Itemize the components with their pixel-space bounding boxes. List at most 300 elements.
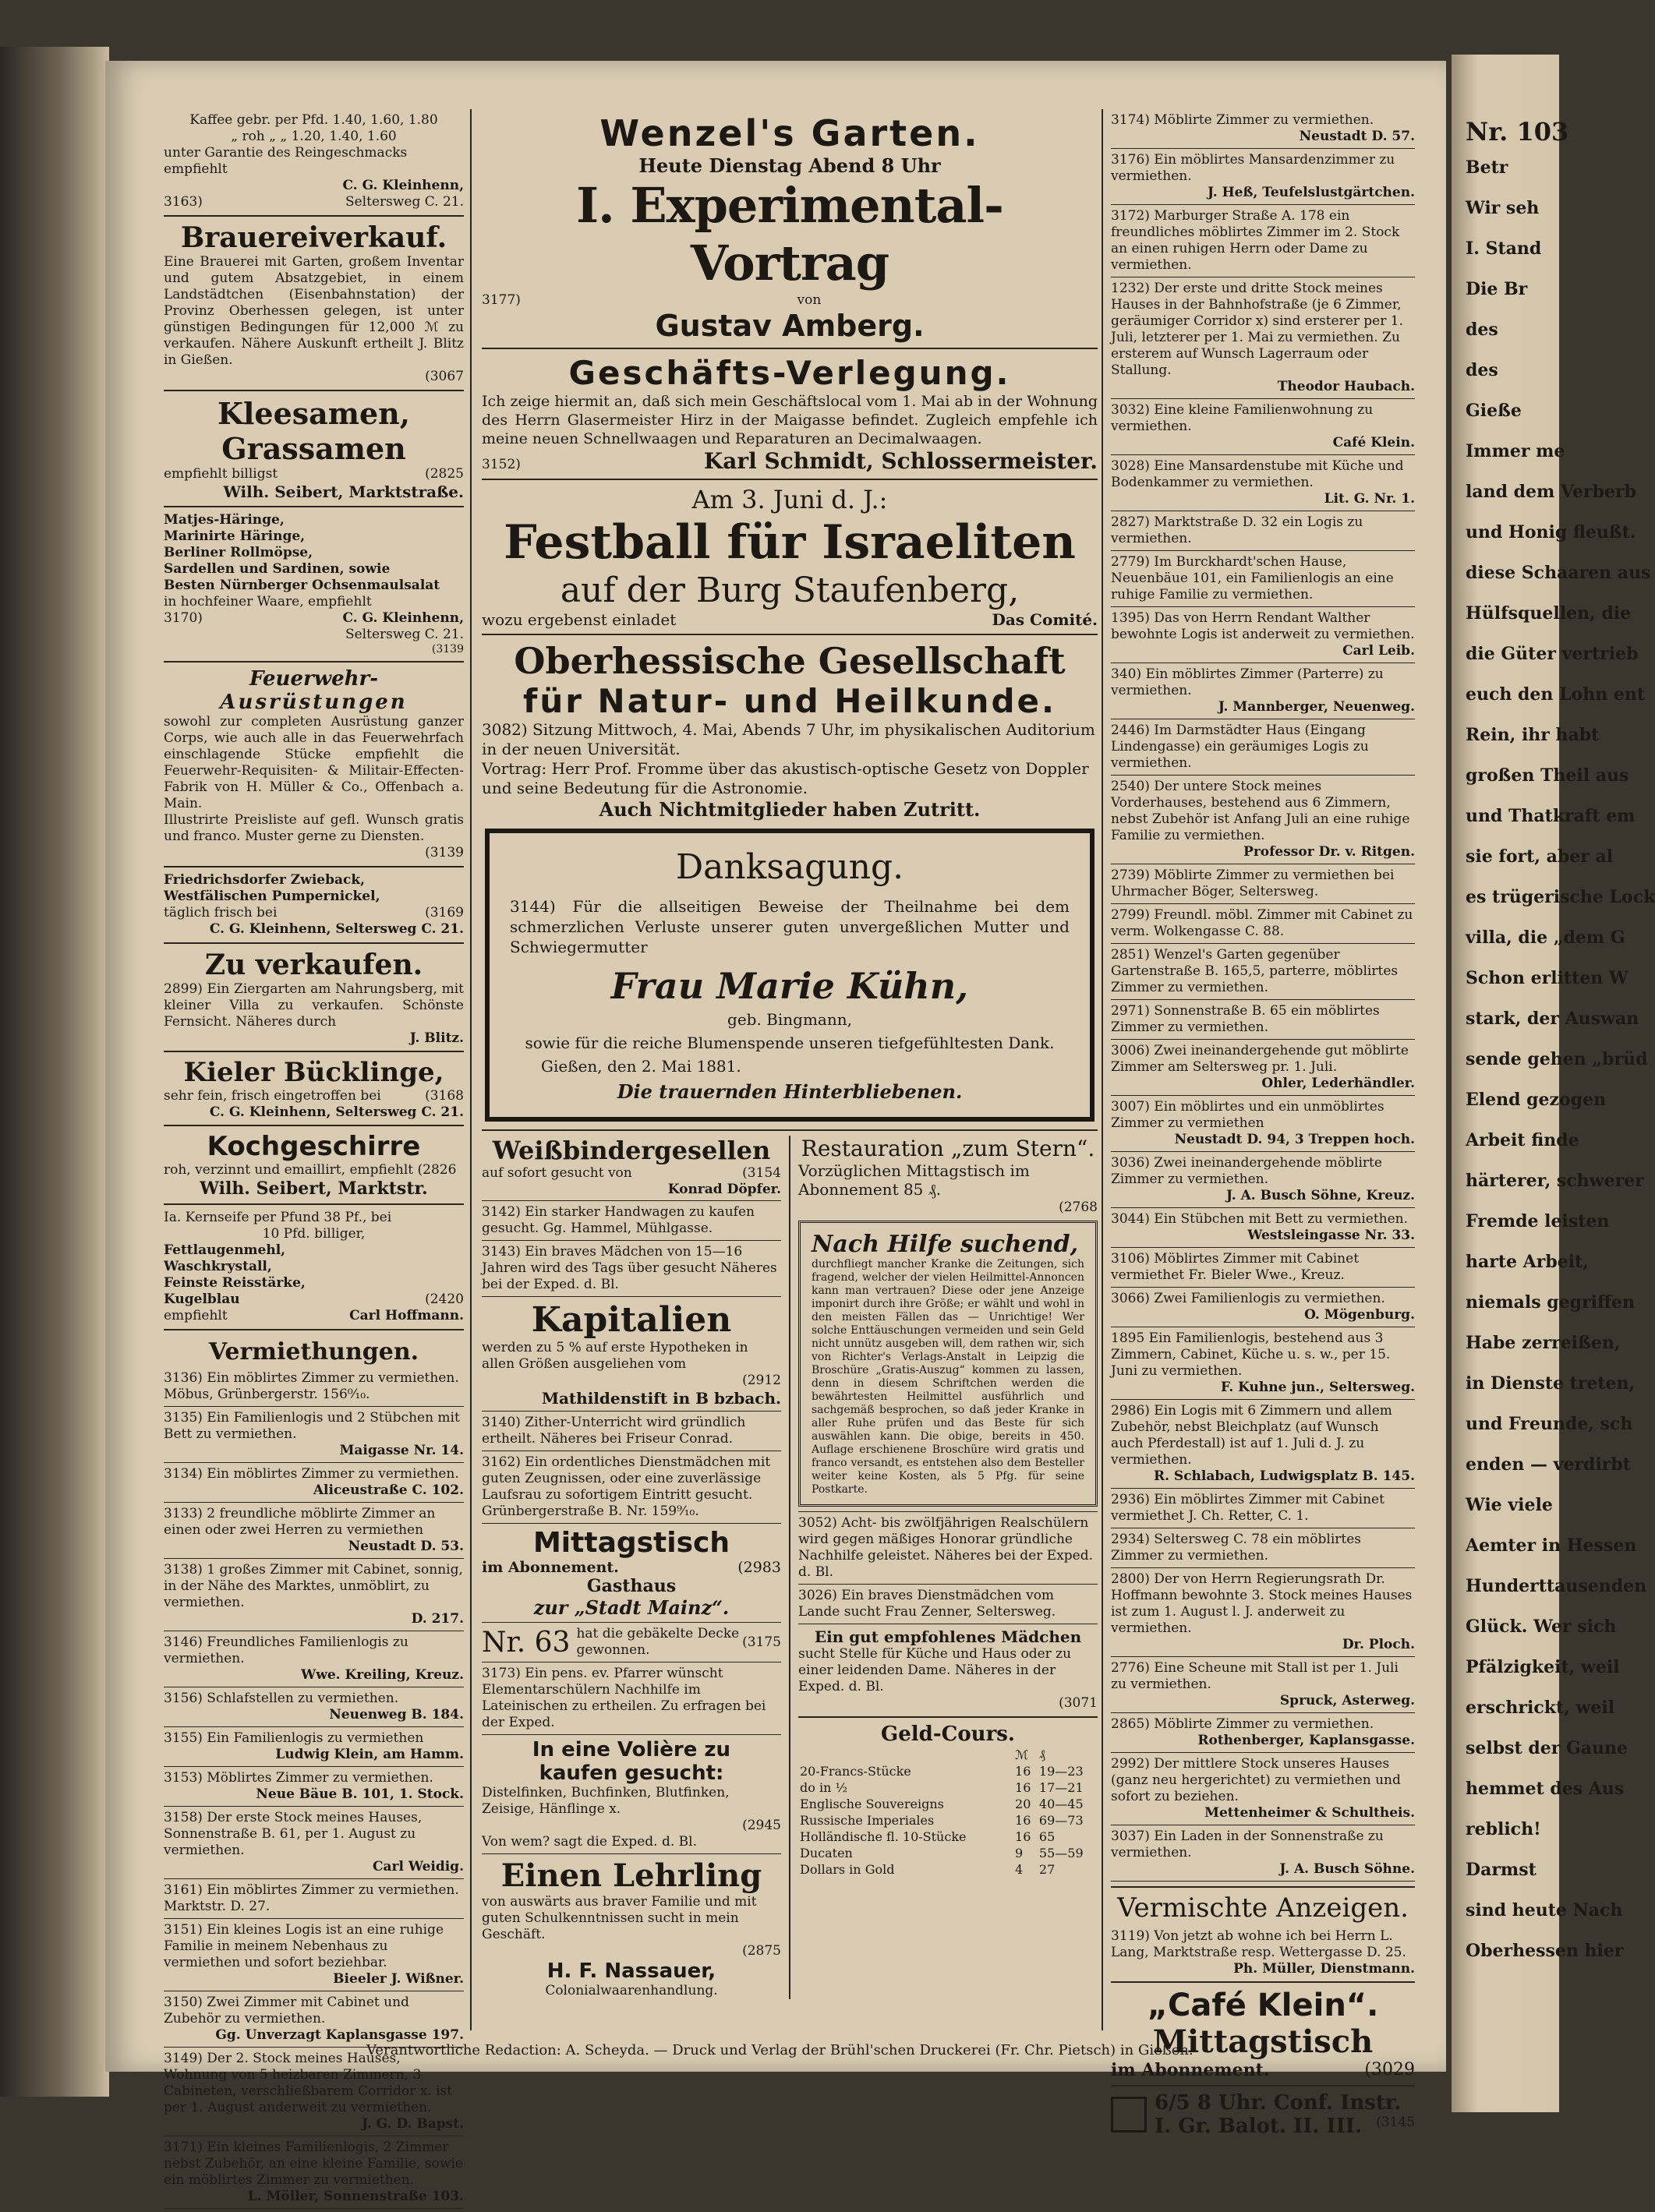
table-cell: 16: [1015, 1780, 1031, 1795]
list-item: [1111, 554, 1415, 603]
text: 2776) Eine Scheune mit Stall ist per 1. Juli zu vermiethen.: [1111, 1660, 1399, 1692]
text: Friedrichsdorfer Zwieback,: [164, 872, 366, 888]
text-fragment: Hülfsquellen, die: [1466, 603, 1632, 624]
signature: Neuenweg B. 184.: [329, 1707, 464, 1723]
headline: für Natur- und Heilkunde.: [523, 682, 1056, 720]
ad-feuerwehr: [164, 667, 464, 861]
text: 3158) Der erste Stock meines Hauses, Sonnenstraße B. 61, per 1. August zu vermiethen.: [164, 1810, 423, 1858]
headline: Mittagstisch: [1152, 2023, 1374, 2060]
text-fragment: Pfälzigkeit, weil: [1466, 1657, 1620, 1677]
text: geb. Bingmann,: [727, 1010, 852, 1029]
text: von auswärts aus braver Familie und mit guten Schulkenntnissen sucht in mein Geschäft.: [482, 1894, 757, 1942]
list-item: [1111, 1571, 1415, 1653]
headline: Kochgeschirre: [207, 1131, 421, 1162]
text: 3140) Zither-Unterricht wird gründlich ertheilt. Näheres bei Friseur Conrad.: [482, 1415, 746, 1447]
text: Gasthaus: [586, 1576, 677, 1596]
speaker-name: Gustav Amberg.: [655, 309, 925, 343]
signature: C. G. Kleinhenn,: [342, 178, 464, 193]
text: 2986) Ein Logis mit 6 Zimmern und allem Zubehör, nebst Bleichplatz (auf Wunsch auch Pferdestall) ist auf 1. Juli d. J. zu vermiethen.: [1111, 1403, 1392, 1468]
headline: Kleesamen,: [217, 396, 411, 431]
column-rule-2: [1102, 109, 1103, 2030]
headline: Festball für Israeliten: [504, 515, 1076, 570]
headline: Kapitalien: [531, 1300, 732, 1340]
text-fragment: Aemter in Hessen: [1466, 1535, 1637, 1556]
next-page-sliver: [1452, 55, 1655, 2112]
list-item: [164, 2051, 464, 2132]
book-binding: [0, 47, 109, 2097]
text: 3052) Acht- bis zwölfjährigen Realschülern wird gegen mäßiges Honorar gründliche Nachhilfe geleistet. Näheres bei der Exped. d. Bl.: [798, 1515, 1094, 1580]
signature: Mathildenstift in B bzbach.: [541, 1389, 781, 1408]
table-cell: do in ½: [800, 1780, 847, 1795]
text: 3138) 1 großes Zimmer mit Cabinet, sonnig, in der Nähe des Marktes, unmöblirt, zu vermiethen.: [164, 1562, 463, 1610]
text: 3172) Marburger Straße A. 178 ein freundliches möblirtes Zimmer im 2. Stock an einen ruhigen Herrn oder Dame zu vermiethen.: [1111, 208, 1400, 273]
signature: Ph. Müller, Dienstmann.: [1233, 1961, 1415, 1977]
text-fragment: großen Theil aus: [1466, 765, 1629, 786]
text: Vorzüglichen Mittagstisch im Abonnement 85 ₰.: [798, 1161, 1030, 1199]
table-row: [798, 1763, 1098, 1779]
text: roh, verzinnt und emaillirt, empfiehlt (2826: [164, 1162, 457, 1178]
text: zur „Stadt Mainz“.: [533, 1596, 730, 1619]
text-fragment: Glück. Wer sich: [1466, 1617, 1617, 1637]
list-item: [1111, 779, 1415, 860]
list-item: [1111, 1756, 1415, 1822]
ad-gesellschaft: [482, 640, 1098, 821]
text: im Abonnement.: [482, 1559, 619, 1576]
text: Colonialwaarenhandlung.: [545, 1983, 718, 1998]
text: täglich frisch bei: [164, 905, 278, 920]
text: Fettlaugenmehl,: [164, 1242, 286, 1258]
text: 3026) Ein braves Dienstmädchen vom Lande sucht Frau Zenner, Seltersweg.: [798, 1588, 1056, 1620]
text: Heute Dienstag Abend 8 Uhr: [638, 154, 941, 177]
list-item: [164, 1730, 464, 1763]
list-item: [1111, 1492, 1415, 1525]
list-item: [1111, 281, 1415, 395]
list-item: [1111, 1291, 1415, 1323]
text: sucht Stelle für Küche und Haus oder zu einer leidenden Dame. Näheres in der Exped. d. Bl.: [798, 1646, 1072, 1694]
text-fragment: niemals gegriffen: [1466, 1292, 1636, 1313]
text-fragment: sie fort, aber al: [1466, 846, 1614, 867]
text: 3173) Ein pens. ev. Pfarrer wünscht Elementarschülern Nachhilfe im Lateinischen zu ertheilen. Zu erfragen bei der Exped.: [482, 1666, 766, 1730]
text-fragment: härterer, schwerer: [1466, 1171, 1644, 1191]
list-item: [1111, 1829, 1415, 1878]
ad-number: 3177): [482, 292, 521, 308]
text: Westfälischen Pumpernickel,: [164, 889, 380, 904]
section-title: Vermiethungen.: [208, 1338, 419, 1366]
headline: Geschäfts-Verlegung.: [568, 354, 1011, 392]
list-item: [164, 1810, 464, 1875]
text-fragment: in Dienste treten,: [1466, 1373, 1636, 1394]
table-row: [798, 1861, 1098, 1878]
text-fragment: Darmst: [1466, 1860, 1537, 1880]
column-left: [164, 109, 464, 2212]
signature: Café Klein.: [1332, 435, 1415, 451]
table-cell: Dollars in Gold: [800, 1862, 895, 1877]
headline: Kieler Bücklinge,: [183, 1057, 444, 1088]
list-item: [164, 1634, 464, 1684]
text: 2827) Marktstraße D. 32 ein Logis zu vermiethen.: [1111, 514, 1363, 546]
table-cell: 20-Francs-Stücke: [800, 1764, 911, 1779]
ad-number: (3175: [742, 1634, 781, 1650]
text-fragment: villa, die „dem G: [1466, 928, 1625, 948]
text: 3037) Ein Laden in der Sonnenstraße zu vermiethen.: [1111, 1829, 1384, 1860]
text: Besten Nürnberger Ochsenmaulsalat: [164, 578, 440, 593]
text: Eine Brauerei mit Garten, großem Inventar und gutem Absatzgebiet, in einem Landstädtchen (Eisenbahnstation) der Provinz Oberhessen gelegen, ist unter günstigen Bedingungen für 12,000 ℳ zu verkaufen. Nähere Auskunft ertheilt J. Blitz in Gießen.: [164, 254, 464, 368]
money-table: [798, 1746, 1098, 1878]
text: 2971) Sonnenstraße B. 65 ein möblirtes Zimmer zu vermiethen.: [1111, 1003, 1380, 1035]
text: Berliner Rollmöpse,: [164, 545, 313, 560]
text: 2936) Ein möblirtes Zimmer mit Cabinet vermiethet J. Ch. Retter, C. 1.: [1111, 1492, 1384, 1524]
list-item: [1111, 723, 1415, 772]
list-item: [1111, 1003, 1415, 1036]
text: 2865) Möblirte Zimmer zu vermiethen.: [1111, 1716, 1374, 1732]
text: 3144) Für die allseitigen Beweise der Theilnahme bei dem schmerzlichen Verluste unserer guten unvergeßlichen Mutter und Schwiegermutter: [510, 897, 1070, 956]
text: werden zu 5 % auf erste Hypotheken in allen Größen ausgeliehen vom: [482, 1340, 748, 1372]
text: sehr fein, frisch eingetroffen bei: [164, 1088, 381, 1104]
table-cell: Holländische fl. 10-Stücke: [800, 1829, 967, 1844]
text: 3176) Ein möblirtes Mansardenzimmer zu vermiethen.: [1111, 152, 1395, 184]
text-fragment: Immer me: [1466, 441, 1565, 461]
text-fragment: Fremde leisten: [1466, 1211, 1610, 1231]
text-fragment: sind heute Nach: [1466, 1900, 1623, 1920]
text: 3134) Ein möblirtes Zimmer zu vermiethen.: [164, 1466, 459, 1482]
table-cell: Englische Souvereigns: [800, 1797, 944, 1811]
text: 3028) Eine Mansardenstube mit Küche und Bodenkammer zu vermiethen.: [1111, 458, 1404, 490]
text: 3136) Ein möblirtes Zimmer zu vermiethen. Möbus, Grünbergerstr. 156⁰⁄₁₀.: [164, 1370, 459, 1402]
text: 2739) Möblirte Zimmer zu vermiethen bei Uhrmacher Böger, Seltersweg.: [1111, 867, 1395, 899]
ad-verlegung: [482, 354, 1098, 474]
text-fragment: Gieße: [1466, 401, 1522, 421]
list-item: [164, 1506, 464, 1555]
text: 3171) Ein kleines Familienlogis, 2 Zimmer nebst Zubehör, an eine kleine Familie, sowie ein möblirtes Zimmer zu vermiethen.: [164, 2140, 463, 2188]
signature: O. Mögenburg.: [1304, 1307, 1415, 1323]
column-right: [1111, 109, 1415, 2138]
ad-number: (2983: [737, 1559, 781, 1576]
ad-number: (3067: [425, 369, 464, 384]
text: wozu ergebenst einladet: [482, 610, 677, 629]
list-item: [164, 1882, 464, 1915]
list-item: [164, 1770, 464, 1803]
ad-number: (2912: [742, 1373, 781, 1388]
text-fragment: und Honig fleußt.: [1466, 522, 1636, 542]
text: 3156) Schlafstellen zu vermiethen.: [164, 1691, 399, 1706]
text: 3032) Eine kleine Familienwohnung zu vermiethen.: [1111, 402, 1374, 434]
text: 6/5 8 Uhr. Conf. Instr.: [1155, 2091, 1402, 2115]
text-fragment: Wie viele: [1466, 1495, 1553, 1515]
column-header: ₰: [1038, 1747, 1045, 1761]
table-cell: 16: [1015, 1829, 1031, 1844]
headline: Wenzel's Garten.: [599, 112, 980, 154]
text: 3149) Der 2. Stock meines Hauses, Wohnung von 5 heizbaren Zimmern, 3 Cabineten, verschließbarem Corridor x. ist per 1. August anderweit zu vermiethen.: [164, 2051, 453, 2115]
text: Marinirte Häringe,: [164, 528, 306, 544]
text-fragment: sende gehen „brüd: [1466, 1049, 1648, 1069]
text: Gießen, den 2. Mai 1881.: [541, 1057, 741, 1076]
text: 1895 Ein Familienlogis, bestehend aus 3 Zimmern, Cabinet, Küche u. s. w., per 15. Juni zu vermiethen.: [1111, 1330, 1391, 1379]
signature: Theodor Haubach.: [1277, 379, 1415, 394]
text: Auch Nichtmitglieder haben Zutritt.: [599, 798, 981, 821]
signature: Neustadt D. 57.: [1299, 129, 1415, 144]
ad-number: (2875: [742, 1943, 781, 1959]
text-fragment: Oberhessen hier: [1466, 1941, 1624, 1961]
list-item: [1111, 458, 1415, 507]
text-fragment: reblich!: [1466, 1819, 1541, 1839]
signature: Neustadt D. 53.: [348, 1539, 464, 1554]
table-cell: 16: [1015, 1813, 1031, 1828]
text: 2540) Der untere Stock meines Vorderhauses, bestehend aus 6 Zimmern, nebst Zubehör ist Anfang Juli an eine ruhige Familie zu vermiethen.: [1111, 779, 1410, 843]
text: 3161) Ein möblirtes Zimmer zu vermiethen. Marktstr. D. 27.: [164, 1882, 459, 1914]
text-fragment: enden — verdirbt: [1466, 1454, 1631, 1475]
text-fragment: des: [1466, 360, 1498, 380]
text: 2992) Der mittlere Stock unseres Hauses (ganz neu hergerichtet) zu vermiethen und sofort zu beziehen.: [1111, 1756, 1401, 1804]
table-cell: 55—59: [1038, 1846, 1084, 1860]
table-row: [798, 1812, 1098, 1829]
signature: J. A. Busch Söhne.: [1279, 1861, 1415, 1877]
list-item: [1111, 1330, 1415, 1396]
table-row: [798, 1845, 1098, 1861]
list-item: [1111, 1099, 1415, 1148]
text-fragment: Hunderttausenden: [1466, 1576, 1647, 1596]
text: 3153) Möblirtes Zimmer zu vermiethen.: [164, 1770, 433, 1786]
text: Am 3. Juni d. J.:: [691, 485, 888, 514]
signature: Rothenberger, Kaplansgasse.: [1197, 1733, 1415, 1748]
text: 2446) Im Darmstädter Haus (Eingang Lindengasse) ein geräumiges Logis zu vermiethen.: [1111, 723, 1369, 771]
table-row: [798, 1829, 1098, 1845]
list-item: [1111, 867, 1415, 900]
text: sowie für die reiche Blumenspende unseren tiefgefühltesten Dank.: [525, 1034, 1055, 1052]
signature: Wilh. Seibert, Marktstr.: [200, 1178, 428, 1199]
headline: Ein gut empfohlenes Mädchen: [814, 1627, 1082, 1646]
signature: Westsleingasse Nr. 33.: [1247, 1228, 1415, 1243]
ad-number: (3154: [742, 1165, 781, 1181]
signature: Wwe. Kreiling, Kreuz.: [301, 1667, 464, 1683]
ad-festball: [482, 485, 1098, 629]
signature: Lit. G. Nr. 1.: [1324, 491, 1415, 507]
text: Ia. Kernseife per Pfund 38 Pf., bei: [164, 1210, 392, 1225]
ad-number: (3029: [1364, 2060, 1415, 2079]
text-fragment: und Freunde, sch: [1466, 1414, 1633, 1434]
signature: C. G. Kleinhenn,: [342, 610, 464, 626]
text: 3143) Ein braves Mädchen von 15—16 Jahren wird des Tags über gesucht Näheres bei der Exped. d. Bl.: [482, 1244, 777, 1292]
ad-kochgeschirre: [164, 1131, 464, 1199]
text-fragment: Betr: [1466, 157, 1508, 178]
subcolumn-right: [790, 1136, 1098, 1999]
headline: I. Experimental-Vortrag: [576, 177, 1003, 292]
text: 3044) Ein Stübchen mit Bett zu vermiethen.: [1111, 1211, 1409, 1227]
ad-number: 3170): [164, 610, 203, 626]
text-fragment: Nr. 103: [1466, 117, 1569, 147]
text-fragment: Arbeit finde: [1466, 1130, 1579, 1150]
text-fragment: erschrickt, weil: [1466, 1698, 1615, 1718]
ad-number: (3145: [1376, 2115, 1415, 2130]
text: durchfliegt mancher Kranke die Zeitungen, sich fragend, welcher der vielen Heilmittel-Annoncen kann man vertrauen? Diese oder jene Anzeige imponirt durch ihre Größe; er wählt und wohl in den meisten Fällen das — Unrichtige! Wer solche Enttäuschungen vermeiden und sein Geld nicht unnütz ausgeben will, dem rathen wir, sich von Richter's Verlags-Anstalt in Leipzig die Broschüre „Gratis-Auszug“ kommen zu lassen, denn in diesem Schriftchen werden die bewährtesten Heilmittel ausführlich und sachgemäß besprochen, so daß jeder Kranke in aller Ruhe prüfen und das Beste für sich auswählen kann. Die obige, bereits in 450. Auflage erschienene Broschüre wird gratis und franco versandt, es entstehen also dem Besteller weiter keine Kosten, als 5 Pfg. für seine Postkarte.: [812, 1258, 1084, 1496]
signature: Aliceustraße C. 102.: [313, 1482, 464, 1498]
list-item: [1111, 1043, 1415, 1092]
text: 3082) Sitzung Mittwoch, 4. Mai, Abends 7 Uhr, im physikalischen Auditorium in der neuen Universität.: [482, 720, 1095, 758]
list-item: [164, 1922, 464, 1988]
text: in hochfeiner Waare, empfiehlt: [164, 594, 372, 610]
text: von: [797, 292, 822, 308]
list-item: [164, 1466, 464, 1499]
list-item: [1111, 208, 1415, 274]
list-item: [1111, 666, 1415, 716]
subcolumn-left: [482, 1136, 790, 1999]
section-title: Vermischte Anzeigen.: [1117, 1892, 1409, 1924]
text: „ roh „ „ 1.20, 1.40, 1.60: [231, 129, 397, 144]
text: 3142) Ein starker Handwagen zu kaufen gesucht. Gg. Hammel, Mühlgasse.: [482, 1204, 755, 1236]
text: auf sofort gesucht von: [482, 1165, 632, 1181]
list-item: [1111, 907, 1415, 940]
column-header: ℳ: [1015, 1747, 1029, 1762]
list-item: [1111, 1660, 1415, 1709]
ad-number: (3169: [425, 905, 464, 920]
text: empfiehlt: [164, 1308, 228, 1323]
text-fragment: die Güter vertrieb: [1466, 644, 1639, 664]
text: Kaffee gebr. per Pfd. 1.40, 1.60, 1.80: [189, 112, 438, 128]
text-fragment: hemmet des Aus: [1466, 1779, 1625, 1799]
signature: Mettenheimer & Schultheis.: [1204, 1805, 1415, 1821]
text: 3106) Möblirtes Zimmer mit Cabinet vermiethet Fr. Bieler Wwe., Kreuz.: [1111, 1251, 1360, 1283]
signature: Konrad Döpfer.: [667, 1182, 781, 1197]
text: 3151) Ein kleines Logis ist an eine ruhige Familie in meinem Nebenhaus zu vermiethen und sofort beziehbar.: [164, 1922, 444, 1970]
headline: Weißbindergesellen: [492, 1136, 771, 1165]
signature: Das Comité.: [992, 610, 1098, 629]
table-cell: Ducaten: [800, 1846, 853, 1860]
ad-nach-hilfe: [798, 1221, 1098, 1507]
headline: Restauration „zum Stern“.: [801, 1136, 1095, 1161]
signature: Dr. Ploch.: [1342, 1637, 1415, 1652]
ad-kernseife: [164, 1210, 464, 1324]
signature: Maigasse Nr. 14.: [339, 1443, 464, 1458]
address: Seltersweg C. 21.: [345, 627, 464, 642]
signature: D. 217.: [411, 1611, 464, 1627]
text: 2934) Seltersweg C. 78 ein möblirtes Zimmer zu vermiethen.: [1111, 1532, 1362, 1564]
signature: Bieeler J. Wißner.: [333, 1971, 464, 1987]
headline: Ausrüstungen: [220, 691, 408, 714]
signature: Die trauernden Hinterbliebenen.: [617, 1080, 963, 1103]
table-cell: 20: [1015, 1797, 1031, 1811]
text: Sardellen und Sardinen, sowie: [164, 561, 391, 577]
text-fragment: Rein, ihr habt: [1466, 725, 1600, 745]
ad-brauerei: [164, 221, 464, 385]
ad-haeringe: [164, 512, 464, 656]
ad-number: (2420: [425, 1292, 464, 1307]
text: 3133) 2 freundliche möblirte Zimmer an einen oder zwei Herren zu vermiethen: [164, 1506, 436, 1538]
list-item: [164, 1370, 464, 1403]
ad-number: (2945: [742, 1818, 781, 1833]
text: 1395) Das von Herrn Rendant Walther bewohnte Logis ist anderweit zu vermiethen.: [1111, 610, 1415, 642]
signature: J. A. Busch Söhne, Kreuz.: [1226, 1188, 1415, 1203]
middle-subcolumns: [482, 1136, 1098, 1999]
text: 3162) Ein ordentliches Dienstmädchen mit guten Zeugnissen, oder eine zuverlässige Laufsrau zu sofortigem Eintritt gesucht. Grünbergerstraße B. Nr. 159⁹⁄₁₀.: [482, 1454, 771, 1519]
text: 340) Ein möblirtes Zimmer (Parterre) zu vermiethen.: [1111, 666, 1384, 698]
signature: J. Mannberger, Neuenweg.: [1218, 699, 1415, 715]
list-item: [164, 1562, 464, 1627]
text: 3174) Möblirte Zimmer zu vermiethen.: [1111, 112, 1374, 128]
ad-number: (3139: [431, 643, 464, 655]
text: Von wem? sagt die Exped. d. Bl.: [482, 1834, 697, 1850]
table-cell: 40—45: [1038, 1797, 1084, 1811]
table-cell: 19—23: [1038, 1764, 1084, 1779]
table-cell: 16: [1015, 1764, 1031, 1779]
headline: Nach Hilfe suchend,: [812, 1231, 1079, 1258]
signature: J. Heß, Teufelslustgärtchen.: [1208, 185, 1415, 200]
rental-list: [164, 1370, 464, 2209]
text-fragment: land dem Verberb: [1466, 482, 1636, 502]
list-item: [1111, 1716, 1415, 1749]
list-item: [1111, 610, 1415, 659]
text: 10 Pfd. billiger,: [262, 1226, 366, 1242]
text: 3146) Freundliches Familienlogis zu vermiethen.: [164, 1634, 408, 1666]
text-fragment: harte Arbeit,: [1466, 1252, 1589, 1272]
ad-danksagung: [485, 829, 1094, 1122]
list-item: [164, 1995, 464, 2044]
text-fragment: selbst der Gaune: [1466, 1738, 1628, 1758]
text-fragment: und Thatkraft em: [1466, 806, 1636, 826]
table-row: [798, 1796, 1098, 1812]
headline: Mittagstisch: [532, 1527, 730, 1559]
headline: Oberhessische Gesellschaft: [514, 640, 1066, 682]
headline: Brauereiverkauf.: [180, 221, 447, 254]
section-title: Geld-Cours.: [881, 1723, 1015, 1746]
text: 2899) Ein Ziergarten am Nahrungsberg, mit kleiner Villa zu verkaufen. Schönste Fernsicht. Näheres durch: [164, 981, 464, 1030]
text: 2800) Der von Herrn Regierungsrath Dr. Hoffmann bewohnte 3. Stock meines Hauses ist zum 1. August l. J. anderweit zu vermiethen.: [1111, 1571, 1413, 1636]
ad-zu-verkaufen: [164, 949, 464, 1046]
address: Seltersweg C. 21.: [345, 194, 464, 210]
text: Feinste Reisstärke,: [164, 1275, 306, 1291]
text: sowohl zur completen Ausrüstung ganzer Corps, wie auch alle in das Feuerwehrfach einschlagende Stücke empfiehlt die Feuerwehr-Requisiten- & Militair-Effecten-Fabrik von H. Müller & Co., Offenbach a. Main.: [164, 714, 464, 811]
table-cell: 9: [1015, 1846, 1024, 1860]
list-item: [1111, 1532, 1415, 1564]
text: 3119) Von jetzt ab wohne ich bei Herrn L. Lang, Marktstraße resp. Wettergasse D. 25.: [1111, 1928, 1406, 1960]
headline: Grassamen: [221, 431, 406, 466]
text: 2799) Freundl. möbl. Zimmer mit Cabinet zu verm. Wolkengasse C. 88.: [1111, 907, 1413, 939]
list-item: [1111, 1403, 1415, 1485]
signature: C. G. Kleinhenn, Seltersweg C. 21.: [209, 1104, 464, 1120]
text: I. Gr. Balot. II. III.: [1155, 2115, 1363, 2138]
signature: R. Schlabach, Ludwigsplatz B. 145.: [1153, 1468, 1415, 1484]
list-item: [1111, 1251, 1415, 1284]
headline: „Café Klein“.: [1147, 1988, 1379, 2023]
ad-zwieback: [164, 872, 464, 938]
list-item: [1111, 1211, 1415, 1244]
table-cell: 27: [1038, 1862, 1056, 1877]
text: 3036) Zwei ineinandergehende möblirte Zimmer zu vermiethen.: [1111, 1155, 1382, 1187]
headline: Einen Lehrling: [500, 1857, 762, 1894]
list-item: [1111, 152, 1415, 201]
list-item: [1111, 947, 1415, 996]
person-name: Frau Marie Kühn,: [610, 965, 969, 1007]
list-item: [164, 1691, 464, 1723]
headline: Danksagung.: [675, 847, 904, 887]
text: 3135) Ein Familienlogis und 2 Stübchen mit Bett zu vermiethen.: [164, 1410, 460, 1442]
text: empfiehlt billigst: [164, 466, 278, 482]
signature: Carl Weidig.: [372, 1859, 464, 1875]
rental-list-right: [1111, 112, 1415, 1882]
text: im Abonnement.: [1111, 2060, 1270, 2080]
text-fragment: stark, der Auswan: [1466, 1009, 1639, 1029]
ad-number: (2768: [1059, 1200, 1098, 1215]
text: 3150) Zwei Zimmer mit Cabinet und Zubehör zu vermiethen.: [164, 1995, 409, 2026]
signature: Spruck, Asterweg.: [1279, 1693, 1415, 1708]
text: 3006) Zwei ineinandergehende gut möblirte Zimmer am Seltersweg pr. 1. Juli.: [1111, 1043, 1409, 1075]
signature: Carl Leib.: [1342, 643, 1415, 659]
text-fragment: I. Stand: [1466, 239, 1542, 259]
table-cell: 17—21: [1038, 1780, 1084, 1795]
signature: Wilh. Seibert, Marktstraße.: [223, 482, 464, 501]
text: 3066) Zwei Familienlogis zu vermiethen.: [1111, 1291, 1385, 1306]
signature: J. G. D. Bapst.: [362, 2116, 464, 2132]
table-cell: 4: [1015, 1862, 1024, 1877]
signature: Professor Dr. v. Ritgen.: [1243, 844, 1415, 860]
